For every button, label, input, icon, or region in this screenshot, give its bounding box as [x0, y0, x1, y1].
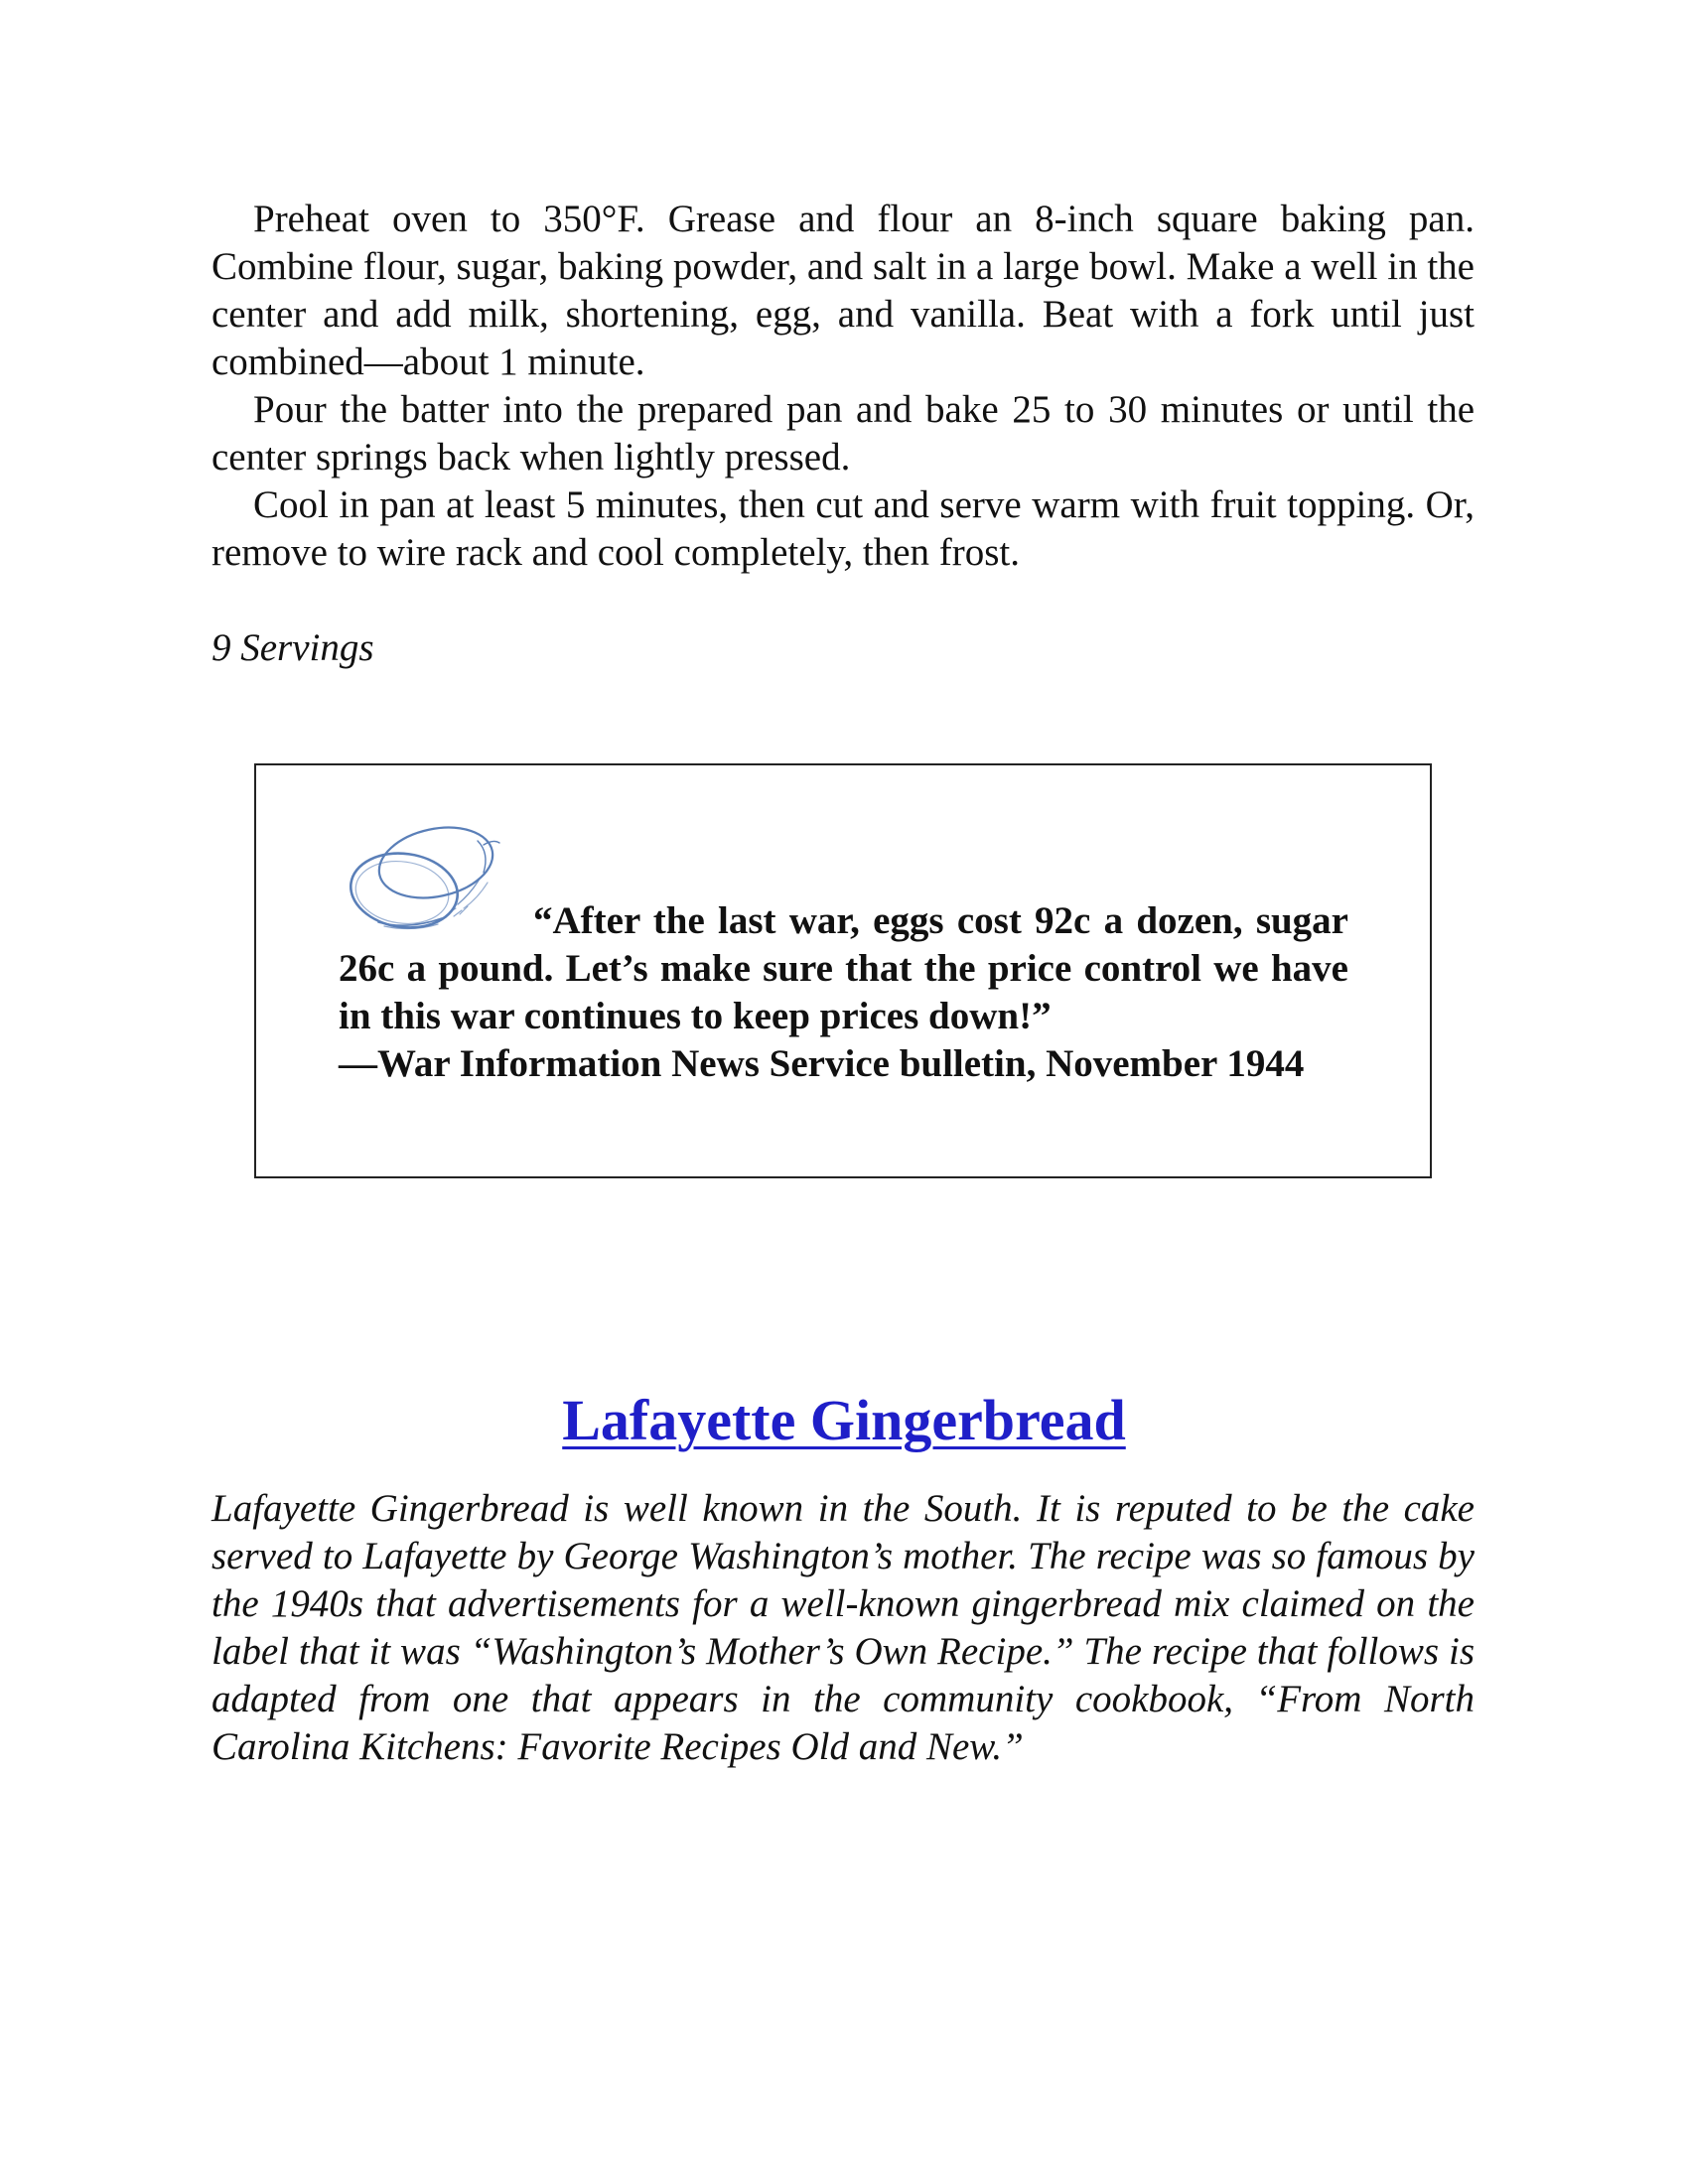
servings-note: 9 Servings [211, 626, 374, 669]
quote-text [339, 897, 1348, 1088]
quote-box [254, 763, 1432, 1178]
instruction-paragraph: Cool in pan at least 5 minutes, then cut and serve warm with fruit topping. Or, remove to wire rack and cool completely, then frost. [211, 483, 1475, 574]
instruction-paragraph: Pour the batter into the prepared pan and bake 25 to 30 minutes or until the center springs back when lightly pressed. [211, 388, 1475, 478]
quote: “After the last war, eggs cost 92c a dozen, sugar 26c a pound. Let’s make sure that the price control we have in this war continues to keep prices down!” [339, 899, 1348, 1037]
instruction-paragraph: Preheat oven to 350°F. Grease and flour an 8-inch square baking pan. Combine flour, sugar, baking powder, and salt in a large bowl. Make a well in the center and add milk, shortening, egg, and vanilla. Beat with a fork until just combined—about 1 minute. [211, 198, 1475, 383]
recipe-title-link[interactable]: Lafayette Gingerbread [562, 1388, 1126, 1452]
recipe-instructions [211, 196, 1475, 577]
recipe-intro [211, 1485, 1475, 1771]
intro-paragraph: Lafayette Gingerbread is well known in the South. It is reputed to be the cake served to Lafayette by George Washington’s mother. The recipe was so famous by the 1940s that advertisements for a well-known gingerbread mix claimed on the label that it was “Washington’s Mother’s Own Recipe.” The recipe that follows is adapted from one that appears in the community cookbook, “From North Carolina Kitchens: Favorite Recipes Old and New.” [211, 1487, 1475, 1768]
quote-attribution: —War Information News Service bulletin, November 1944 [339, 1042, 1305, 1085]
